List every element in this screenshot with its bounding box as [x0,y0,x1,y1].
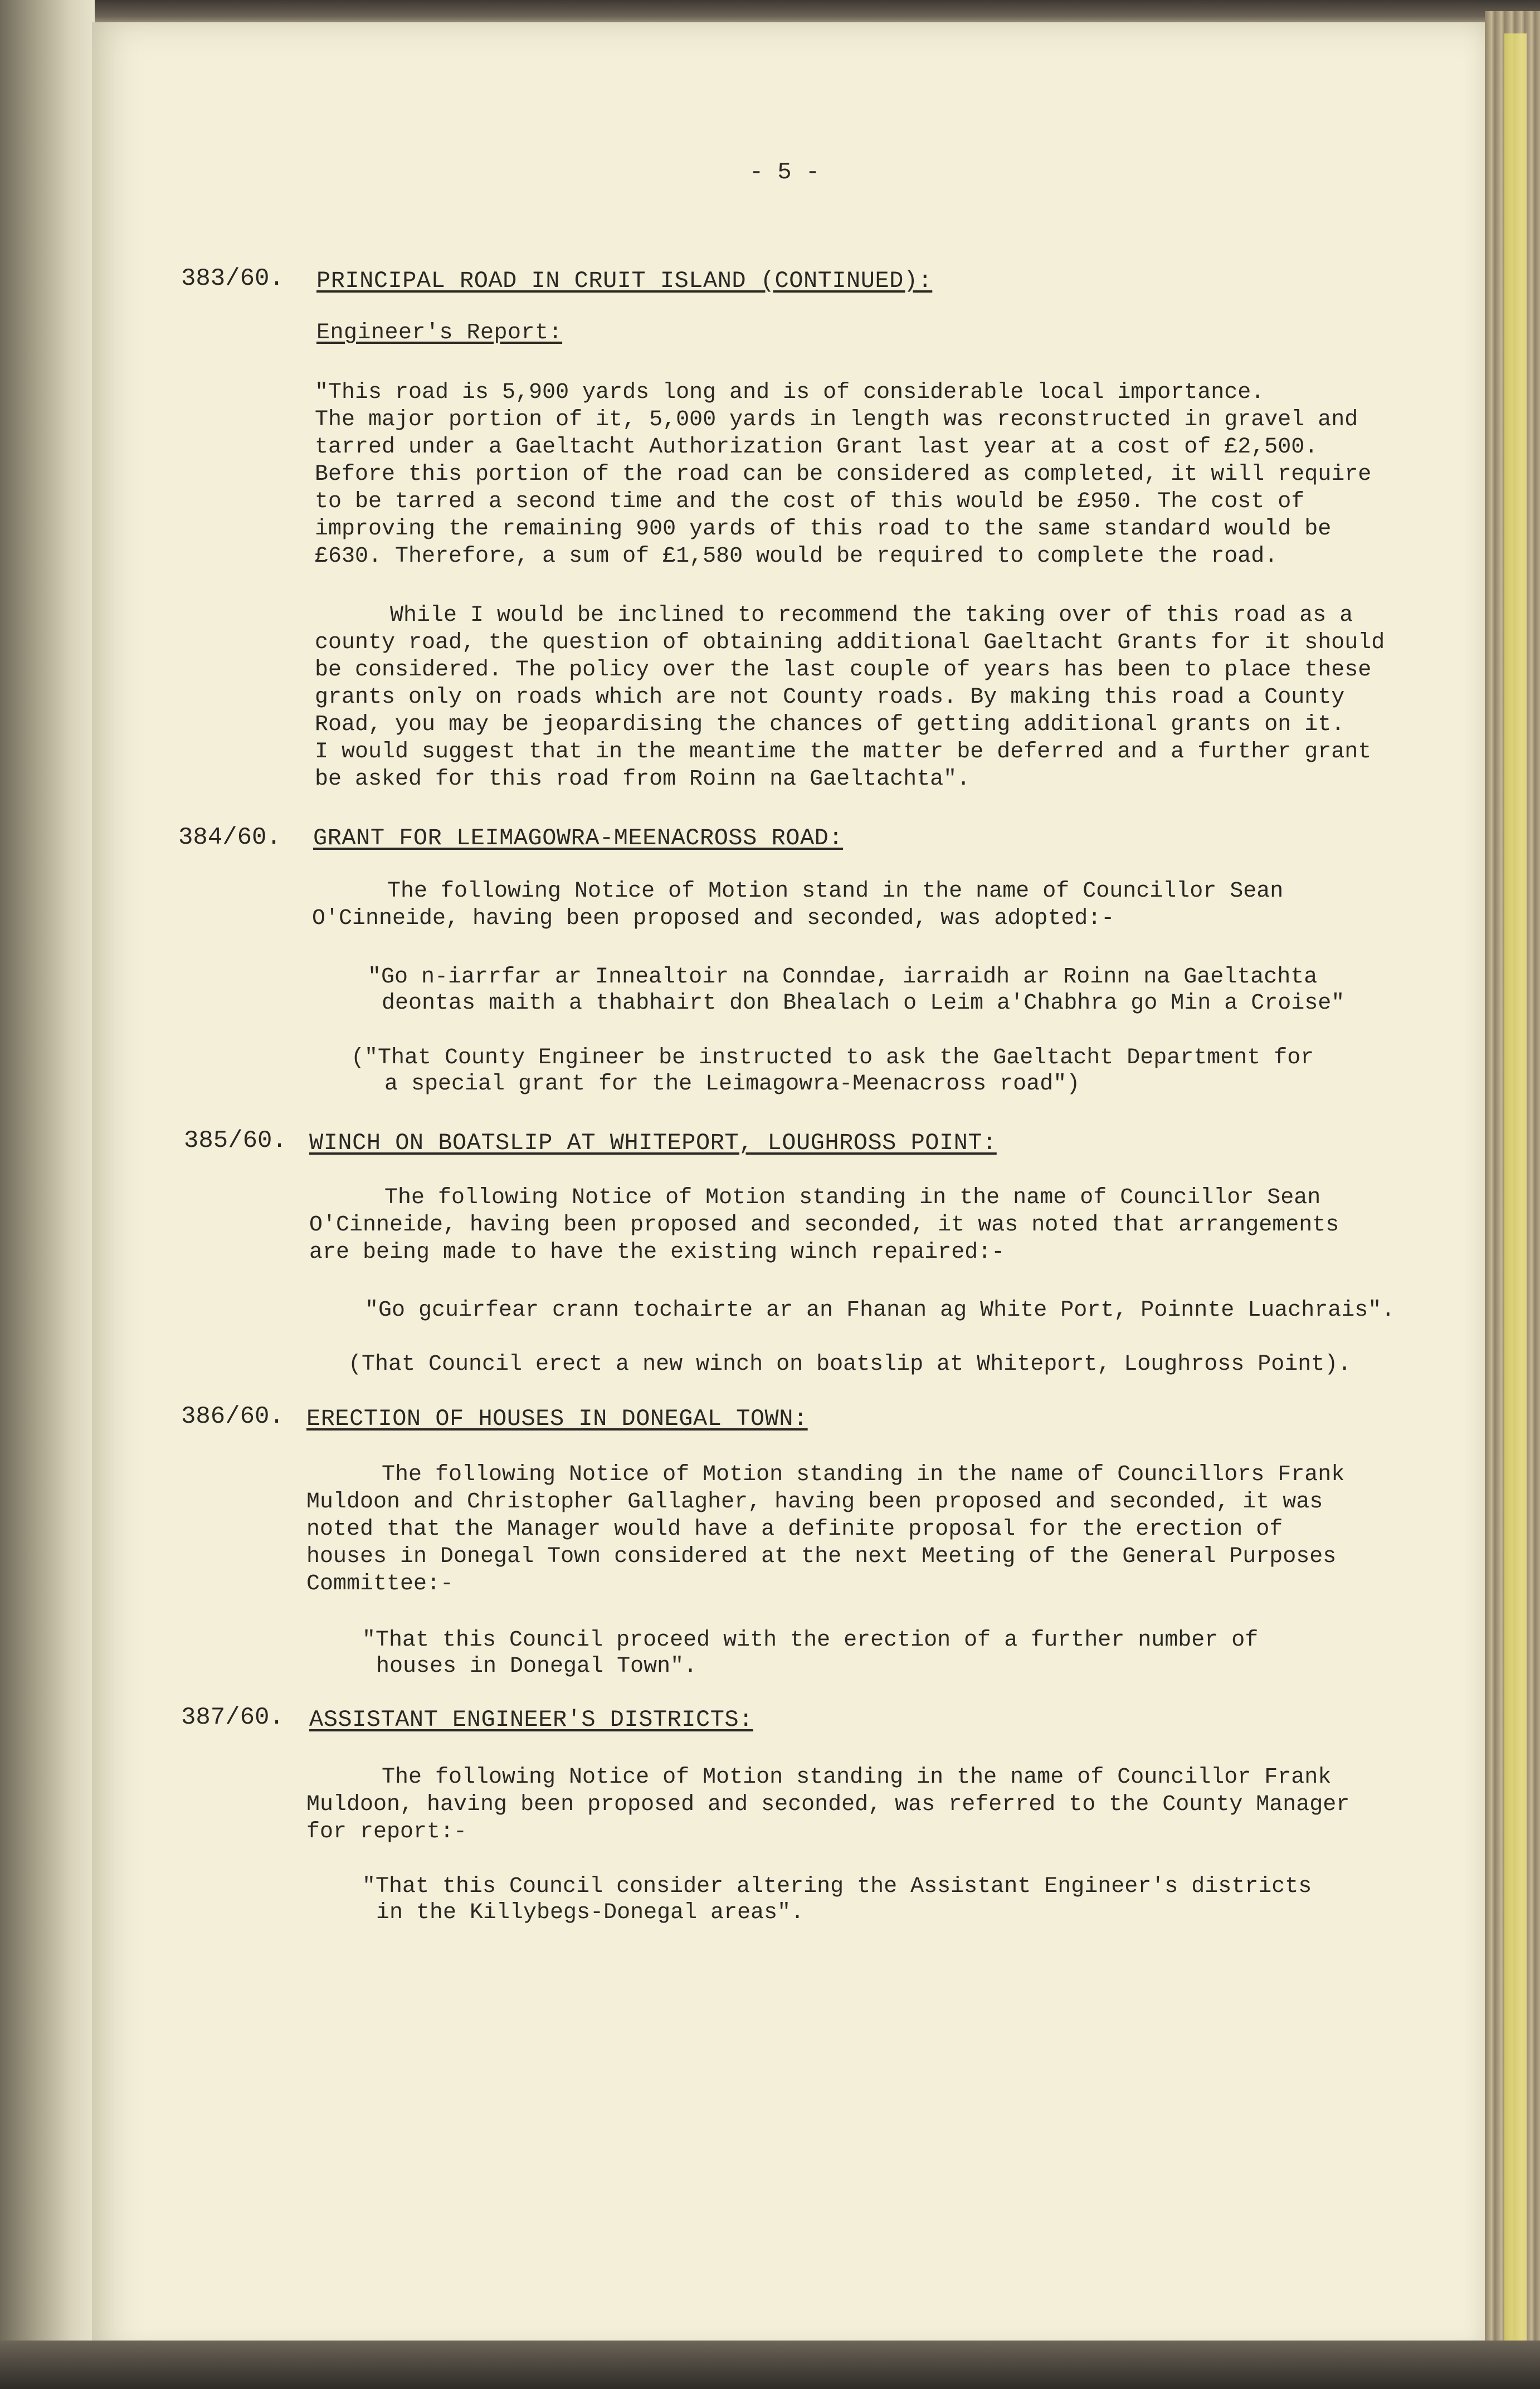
text-line: houses in Donegal Town considered at the next Meeting of the General Purposes [306,1544,1337,1569]
text-line: be asked for this road from Roinn na Gaeltachta". [315,767,971,792]
minute-number-386: 386/60. [181,1403,284,1431]
minute-number-384: 384/60. [178,824,281,852]
text-line: Road, you may be jeopardising the chances of getting additional grants on it. [315,712,1345,737]
section-387-paragraph [306,1764,1349,1846]
section-386-paragraph [306,1461,1344,1598]
text-line: grants only on roads which are not County roads. By making this road a County [315,685,1345,710]
engineers-report-paragraph-2 [315,602,1385,793]
section-384-irish-motion [368,964,1344,1016]
text-line: O'Cinneide, having been proposed and seconded, it was noted that arrangements [309,1213,1339,1238]
text-line: "This road is 5,900 yards long and is of considerable local importance. [315,380,1265,405]
text-line: Muldoon, having been proposed and seconded, was referred to the County Manager [306,1792,1350,1817]
minute-number-383: 383/60. [181,265,284,293]
text-line: be considered. The policy over the last couple of years has been to place these [315,658,1372,683]
section-385-paragraph [309,1184,1339,1266]
text-line: "Go gcuirfear crann tochairte ar an Fhanan ag White Port, Poinnte Luachrais". [365,1298,1395,1323]
text-line: houses in Donegal Town". [376,1654,698,1679]
text-line: in the Killybegs-Donegal areas". [376,1900,805,1925]
section-title-385: WINCH ON BOATSLIP AT WHITEPORT, LOUGHROSS POINT: [309,1130,997,1156]
section-385-english-translation [348,1351,1351,1378]
text-line: While I would be inclined to recommend the taking over of this road as a [390,603,1353,628]
section-title-383: PRINCIPAL ROAD IN CRUIT ISLAND (CONTINUED): [316,267,933,294]
text-line: to be tarred a second time and the cost of this would be £950. The cost of [315,489,1305,514]
text-line: noted that the Manager would have a definite proposal for the erection of [306,1517,1283,1542]
engineers-report-paragraph-1 [315,379,1371,570]
section-384-paragraph [312,878,1283,932]
text-line: deontas maith a thabhairt don Bhealach o Leim a'Chabhra go Min a Croise" [382,991,1345,1016]
text-line: a special grant for the Leimagowra-Meenacross road") [384,1072,1080,1097]
book-bottom-shadow [0,2341,1540,2389]
book-binding [0,0,95,2389]
text-line: "Go n-iarrfar ar Innealtoir na Conndae, iarraidh ar Roinn na Gaeltachta [368,965,1318,990]
text-line: The major portion of it, 5,000 yards in length was reconstructed in gravel and [315,407,1358,432]
text-line: Muldoon and Christopher Gallagher, having been proposed and seconded, it was [306,1490,1323,1515]
engineers-report-heading: Engineer's Report: [316,320,563,346]
section-title-386: ERECTION OF HOUSES IN DONEGAL TOWN: [306,1405,808,1432]
section-387-motion-quote [362,1874,1312,1926]
text-line: £630. Therefore, a sum of £1,580 would be required to complete the road. [315,544,1278,569]
text-line: The following Notice of Motion standing in the name of Councillor Sean [384,1185,1321,1210]
text-line: The following Notice of Motion standing in the name of Councillor Frank [382,1765,1332,1790]
section-386-motion-quote [362,1627,1258,1680]
text-line: Before this portion of the road can be considered as completed, it will require [315,462,1372,487]
text-line: Committee:- [306,1571,454,1597]
minute-number-385: 385/60. [184,1127,287,1155]
text-line: The following Notice of Motion stand in the name of Councillor Sean [387,879,1284,904]
text-line: are being made to have the existing winch repaired:- [309,1240,1005,1265]
text-line: The following Notice of Motion standing in the name of Councillors Frank [382,1462,1345,1487]
section-title-387: ASSISTANT ENGINEER'S DISTRICTS: [309,1706,753,1733]
text-line: county road, the question of obtaining additional Gaeltacht Grants for it should [315,630,1385,655]
text-line: "That this Council consider altering the Assistant Engineer's districts [362,1874,1312,1899]
section-title-384: GRANT FOR LEIMAGOWRA-MEENACROSS ROAD: [313,825,844,852]
section-384-english-translation [351,1045,1314,1097]
text-line: "That this Council proceed with the erection of a further number of [362,1628,1259,1653]
text-line: improving the remaining 900 yards of this road to the same standard would be [315,517,1332,542]
page-marker-strip [1504,33,1527,2374]
section-385-irish-motion [365,1297,1395,1324]
text-line: for report:- [306,1819,467,1845]
minute-number-387: 387/60. [181,1704,284,1731]
text-line: I would suggest that in the meantime the matter be deferred and a further grant [315,739,1372,765]
text-line: ("That County Engineer be instructed to ask the Gaeltacht Department for [351,1045,1314,1071]
page-number: - 5 - [749,159,820,186]
text-line: (That Council erect a new winch on boatslip at Whiteport, Loughross Point). [348,1352,1352,1377]
text-line: O'Cinneide, having been proposed and seconded, was adopted:- [312,906,1115,931]
text-line: tarred under a Gaeltacht Authorization Grant last year at a cost of £2,500. [315,435,1318,460]
